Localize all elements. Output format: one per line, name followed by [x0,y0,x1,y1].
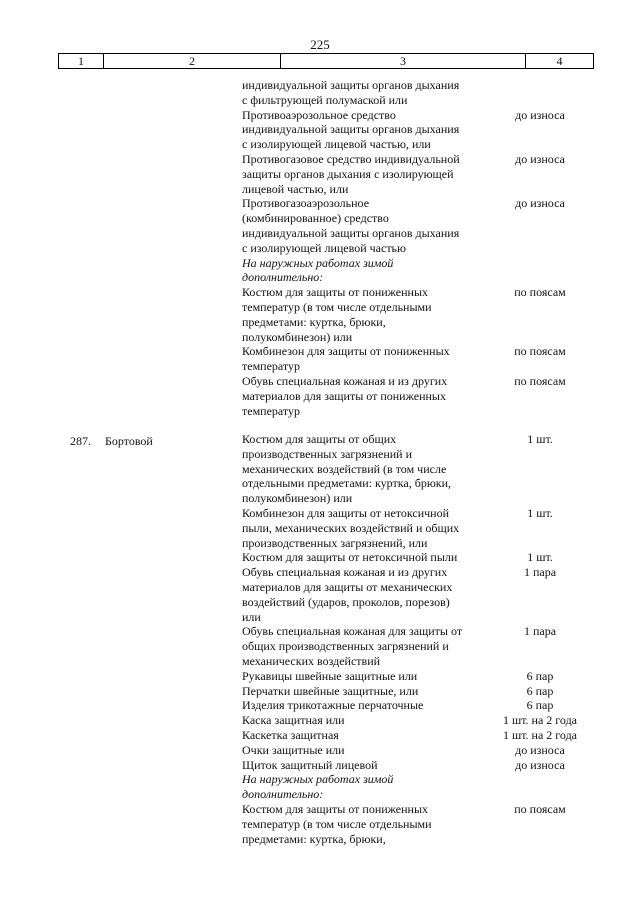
issue-norm: по поясам [514,802,566,816]
item-description: с изолирующей лицевой частью, или [242,137,431,152]
issue-norm: 1 шт. [527,550,553,565]
item-description: Изделия трикотажные перчаточные [242,698,424,713]
issue-norm: 6 пар [526,698,554,713]
header-col-4: 4 [556,54,563,68]
item-description: Перчатки швейные защитные, или [242,683,419,698]
item-description: лицевой частью, или [242,181,349,196]
item-description: или [242,609,261,624]
table-row [0,832,640,847]
issue-norm: до износа [515,742,565,757]
item-description: Комбинезон для защиты от нетоксичной [242,506,450,520]
issue-norm: 6 пар [526,668,554,683]
table-row [0,491,640,506]
issue-norm: до износа [515,196,565,211]
entry-profession: Бортовой [105,434,153,448]
table-row [0,462,640,477]
item-description: температур [242,403,301,418]
table-row [0,639,640,654]
table-row [0,624,640,639]
item-description: общих производственных загрязнений и [242,639,449,654]
issue-norm: до износа [515,757,565,772]
header-col-1: 1 [59,54,104,68]
item-description: с фильтрующей полумаской или [242,92,408,107]
item-description: воздействий (ударов, проколов, порезов) [242,594,450,609]
item-description: Противоаэрозольное средство [242,107,396,122]
table-row [0,580,640,595]
issue-norm: 6 пар [526,683,554,698]
table-row [0,404,640,419]
table-row [0,684,640,699]
table-row [0,374,640,389]
table-row [0,93,640,108]
issue-norm: 1 шт. на 2 года [502,728,578,742]
table-row [0,787,640,802]
item-description: Каскетка защитная [242,728,339,742]
item-description: (комбинированное) средство [242,211,389,226]
table-row [0,300,640,315]
issue-norm: по поясам [514,285,566,300]
table-row [0,344,640,359]
item-description: На наружных работах зимой [242,255,394,270]
table-row [0,152,640,167]
table-row [0,359,640,374]
table-row [0,654,640,669]
item-description: Каска защитная или [242,713,345,728]
item-description: Щиток защитный лицевой [242,757,378,772]
table-row [0,432,640,447]
table-row [0,256,640,271]
table-row [0,270,640,285]
item-description: индивидуальной защиты органов дыхания [242,226,460,240]
table-row [0,226,640,241]
item-description: Рукавицы швейные защитные или [242,668,418,683]
item-description: механических воздействий [242,654,381,668]
table-row [0,669,640,684]
item-description: материалов для защиты от механических [242,580,453,594]
table-row [0,182,640,197]
item-description: механических воздействий (в том числе [242,461,447,476]
table-row [0,728,640,743]
header-col-2: 2 [104,54,281,68]
item-description: предметами: куртка, брюки, [242,831,386,846]
item-description: На наружных работах зимой [242,772,394,787]
table-row [0,698,640,713]
item-description: индивидуальной защиты органов дыхания [242,78,460,92]
table-row [0,610,640,625]
item-description: температур [242,359,301,374]
issue-norm: 1 шт. [527,432,553,446]
table-row [0,285,640,300]
item-description: с изолирующей лицевой частью [242,240,406,255]
table-row [0,550,640,565]
item-description: дополнительно: [242,270,324,285]
table-row [0,108,640,123]
item-description: защиты органов дыхания с изолирующей [242,166,454,181]
table-row [0,772,640,787]
table-row [0,506,640,521]
header-col-3: 3 [281,54,526,68]
item-description: производственных загрязнений, или [242,535,428,550]
table-row [0,241,640,256]
item-description: полукомбинезон) или [242,329,353,344]
item-description: Обувь специальная кожаная и из других [242,374,448,388]
item-description: Костюм для защиты от пониженных [242,802,429,816]
item-description: Обувь специальная кожаная и из других [242,565,448,580]
table-row [0,536,640,551]
table-row [0,521,640,536]
issue-norm: по поясам [514,344,566,359]
table-row [0,802,640,817]
item-description: полукомбинезон) или [242,491,353,506]
item-description: материалов для защиты от пониженных [242,388,446,403]
table-row [0,447,640,462]
table-row [0,758,640,773]
issue-norm: 1 пара [523,565,557,580]
entry-number: 287. [70,434,91,448]
table-row [0,476,640,491]
table-row [0,743,640,758]
item-description: Костюм для защиты от общих [242,432,397,446]
table-row [0,78,640,93]
item-description: Очки защитные или [242,742,345,757]
issue-norm: 1 пара [523,624,557,639]
table-row [0,137,640,152]
table-row [0,315,640,330]
item-description: температур (в том числе отдельными [242,300,432,314]
item-description: Костюм для защиты от нетоксичной пыли [242,550,458,565]
issue-norm: до износа [515,152,565,166]
table-row [0,713,640,728]
item-description: отдельными предметами: куртка, брюки, [242,476,452,491]
table-row [0,565,640,580]
table-row [0,330,640,345]
table-row [0,122,640,137]
item-description: Противогазовое средство индивидуальной [242,152,460,166]
item-description: производственных загрязнений и [242,446,413,461]
item-description: дополнительно: [242,787,324,802]
item-description: индивидуальной защиты органов дыхания [242,122,460,137]
table-row [0,817,640,832]
table-row [0,196,640,211]
issue-norm: до износа [515,107,565,122]
item-description: Обувь специальная кожаная для защиты от [242,624,463,639]
table-row [0,211,640,226]
issue-norm: по поясам [514,374,566,388]
item-description: предметами: куртка, брюки, [242,314,386,329]
item-description: температур (в том числе отдельными [242,816,432,831]
issue-norm: 1 шт. на 2 года [502,713,578,728]
item-description: пыли, механических воздействий и общих [242,520,460,535]
item-description: Костюм для защиты от пониженных [242,285,429,300]
table-row [0,595,640,610]
item-description: Комбинезон для защиты от пониженных [242,344,450,359]
page-number: 225 [310,37,330,52]
issue-norm: 1 шт. [527,506,553,520]
table-row [0,389,640,404]
table-row [0,167,640,182]
item-description: Противогазоаэрозольное [242,196,370,211]
table-header [58,53,594,69]
